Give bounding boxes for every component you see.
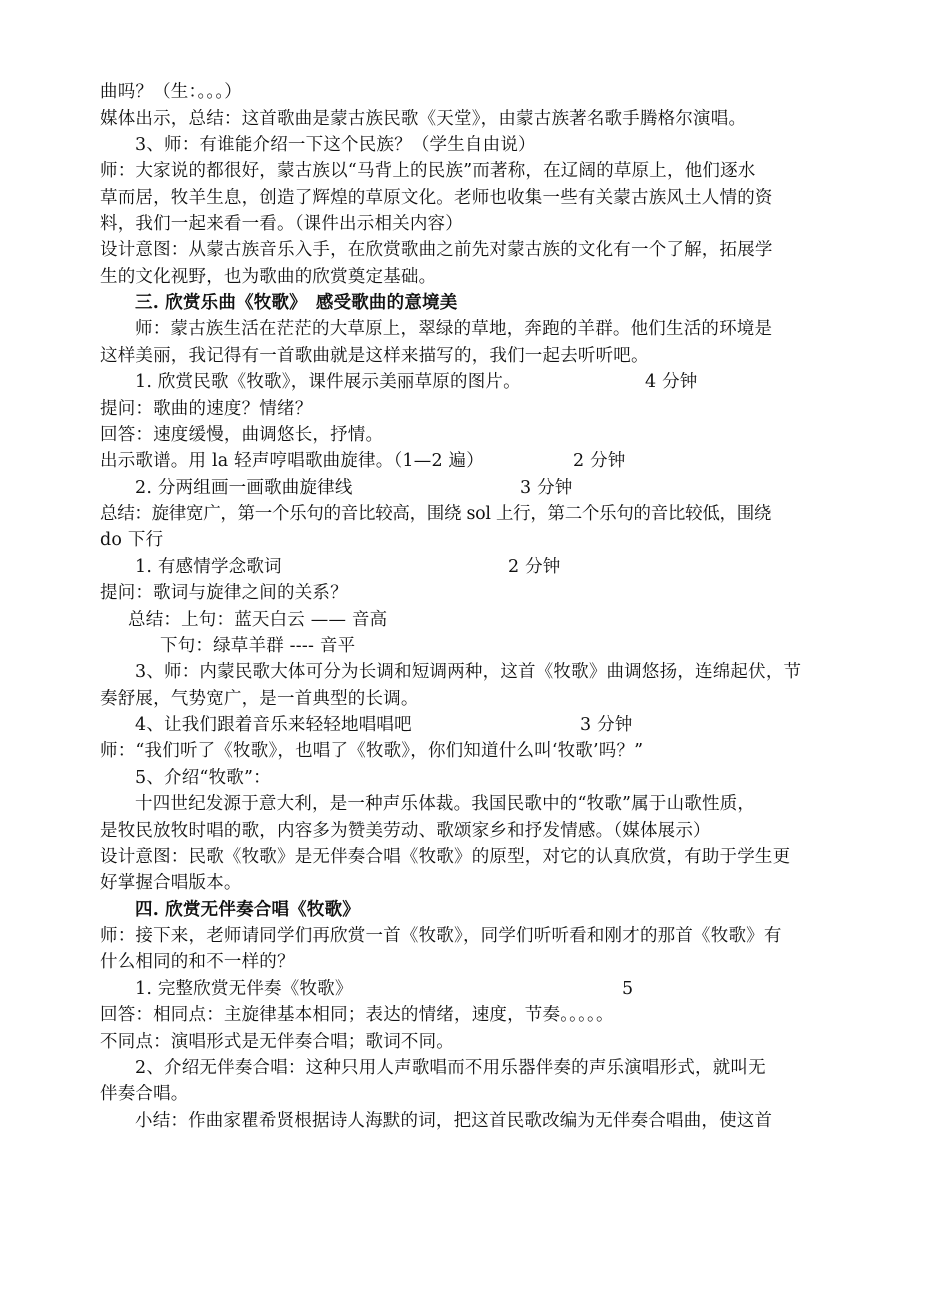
text-line: 5、介绍“牧歌”：	[135, 768, 271, 788]
text-line: 师：蒙古族生活在茫茫的大草原上，翠绿的草地，奔跑的羊群。他们生活的环境是	[135, 319, 773, 339]
text-line: 回答：相同点：主旋律基本相同；表达的情绪，速度，节奏。。。。。	[100, 1005, 614, 1025]
text-line: 曲吗？（生：。。。）	[100, 82, 242, 102]
text-line: 1. 有感情学念歌词	[135, 557, 282, 577]
time-note: 4 分钟	[645, 372, 698, 392]
time-note: 2 分钟	[573, 451, 626, 471]
text-line: 总结：上句：蓝天白云 —— 音高	[128, 610, 388, 630]
text-line: do 下行	[100, 530, 164, 550]
section-heading: 三. 欣赏乐曲《牧歌》 感受歌曲的意境美	[135, 293, 458, 313]
text-line: 设计意图：民歌《牧歌》是无伴奏合唱《牧歌》的原型，对它的认真欣赏，有助于学生更	[100, 847, 791, 867]
text-line: 是牧民放牧时唱的歌，内容多为赞美劳动、歌颂家乡和抒发情感。（媒体展示）	[100, 821, 711, 841]
text-line: 生的文化视野，也为歌曲的欣赏奠定基础。	[100, 267, 437, 287]
time-note: 3 分钟	[520, 478, 573, 498]
text-line: 3、师：内蒙民歌大体可分为长调和短调两种，这首《牧歌》曲调悠扬，连绵起伏，节	[135, 662, 802, 682]
text-line: 2. 分两组画一画歌曲旋律线	[135, 478, 353, 498]
text-line: 什么相同的和不一样的？	[100, 952, 295, 972]
text-line: 总结：旋律宽广，第一个乐句的音比较高，围绕 sol 上行，第二个乐句的音比较低，围绕	[100, 504, 772, 524]
text-line: 媒体出示，总结：这首歌曲是蒙古族民歌《天堂》，由蒙古族著名歌手腾格尔演唱。	[100, 109, 747, 129]
text-line: 提问：歌词与旋律之间的关系？	[100, 583, 348, 603]
text-line: 这样美丽，我记得有一首歌曲就是这样来描写的，我们一起去听听吧。	[100, 346, 649, 366]
text-line: 伴奏合唱。	[100, 1084, 189, 1104]
time-note: 5	[622, 979, 634, 999]
text-line: 下句：绿草羊群 ---- 音平	[160, 636, 356, 656]
text-line: 设计意图：从蒙古族音乐入手，在欣赏歌曲之前先对蒙古族的文化有一个了解，拓展学	[100, 240, 773, 260]
text-line: 草而居，牧羊生息，创造了辉煌的草原文化。老师也收集一些有关蒙古族风土人情的资	[100, 188, 773, 208]
text-line: 出示歌谱。用 la 轻声哼唱歌曲旋律。（1—2 遍）	[100, 451, 484, 471]
text-line: 1. 欣赏民歌《牧歌》，课件展示美丽草原的图片。	[135, 372, 521, 392]
text-line: 奏舒展，气势宽广，是一首典型的长调。	[100, 689, 419, 709]
text-line: 1. 完整欣赏无伴奏《牧歌》	[135, 979, 353, 999]
text-line: 师：接下来，老师请同学们再欣赏一首《牧歌》，同学们听听看和刚才的那首《牧歌》有	[100, 926, 782, 946]
text-line: 师：大家说的都很好，蒙古族以“马背上的民族”而著称，在辽阔的草原上，他们逐水	[100, 161, 756, 181]
text-line: 不同点：演唱形式是无伴奏合唱；歌词不同。	[100, 1032, 454, 1052]
time-note: 3 分钟	[580, 715, 633, 735]
text-line: 3、师：有谁能介绍一下这个民族？（学生自由说）	[135, 135, 536, 155]
text-line: 2、介绍无伴奏合唱：这种只用人声歌唱而不用乐器伴奏的声乐演唱形式，就叫无	[135, 1058, 766, 1078]
text-line: 回答：速度缓慢，曲调悠长，抒情。	[100, 425, 384, 445]
time-note: 2 分钟	[508, 557, 561, 577]
text-line: 4、让我们跟着音乐来轻轻地唱唱吧	[135, 715, 412, 735]
text-line: 小结：作曲家瞿希贤根据诗人海默的词，把这首民歌改编为无伴奏合唱曲，使这首	[135, 1111, 773, 1131]
text-line: 十四世纪发源于意大利，是一种声乐体裁。我国民歌中的“牧歌”属于山歌性质，	[135, 794, 756, 814]
section-heading: 四. 欣赏无伴奏合唱《牧歌》	[135, 900, 360, 920]
text-line: 料，我们一起来看一看。（课件出示相关内容）	[100, 214, 463, 234]
text-line: 好掌握合唱版本。	[100, 873, 242, 893]
text-line: 师：“我们听了《牧歌》，也唱了《牧歌》，你们知道什么叫‘牧歌’吗？”	[100, 741, 644, 761]
text-line: 提问：歌曲的速度？情绪？	[100, 399, 313, 419]
